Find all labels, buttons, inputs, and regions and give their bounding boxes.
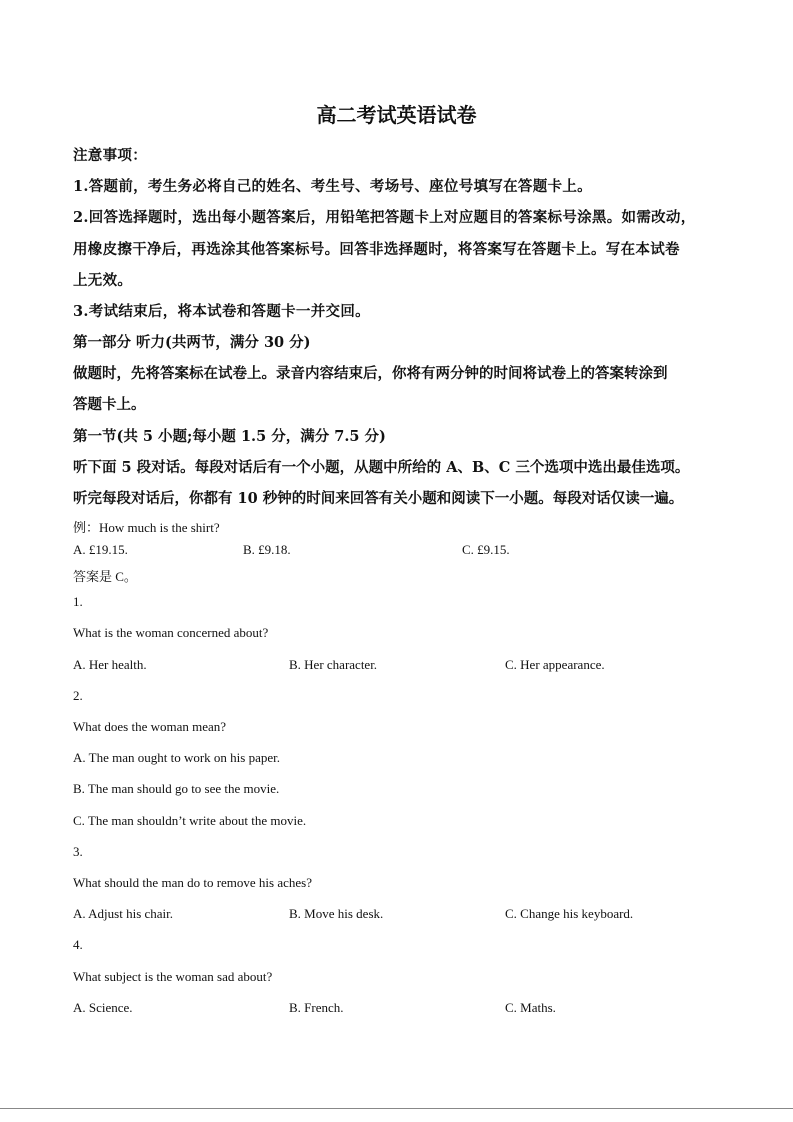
example-option-a: A. £19.15.: [73, 542, 128, 557]
question-3-option-a: A. Adjust his chair.: [73, 906, 174, 921]
section1-line-2: 听完每段对话后，你都有 10 秒钟的时间来回答有关小题和阅读下一小题。每段对话仅读一遍。: [73, 490, 684, 507]
notice-item-2-line-2: 用橡皮擦干净后，再选涂其他答案标号。回答非选择题时，将答案写在答题卡上。写在本试卷: [73, 241, 680, 258]
question-2-text: What does the woman mean?: [73, 719, 227, 734]
question-2-number: 2.: [73, 688, 83, 703]
question-4-number: 4.: [73, 937, 83, 952]
question-1-option-c: C. Her appearance.: [505, 657, 605, 672]
notice-heading: 注意事项：: [73, 147, 147, 164]
question-2-option-c: C. The man shouldn’t write about the movie.: [73, 813, 307, 828]
question-4-text: What subject is the woman sad about?: [73, 969, 273, 984]
notice-item-1: 1.答题前，考生务必将自己的姓名、考生号、考场号、座位号填写在答题卡上。: [73, 178, 592, 195]
example-option-b: B. £9.18.: [243, 542, 291, 557]
notice-item-2-line-1: 2.回答选择题时，选出每小题答案后，用铅笔把答题卡上对应题目的答案标号涂黑。如需改动，: [73, 209, 696, 226]
section1-line-1: 听下面 5 段对话。每段对话后有一个小题，从题中所给的 A、B、C 三个选项中选出最佳选项。: [73, 459, 690, 476]
section1-heading: 第一节(共 5 小题;每小题 1.5 分，满分 7.5 分): [73, 428, 386, 445]
question-1-option-b: B. Her character.: [289, 657, 378, 672]
page-title: 高二考试英语试卷: [316, 103, 477, 127]
example-question: 例：How much is the shirt?: [73, 520, 220, 535]
example-answer: 答案是 C。: [73, 569, 137, 584]
question-4-option-c: C. Maths.: [505, 1000, 556, 1015]
part1-heading: 第一部分 听力(共两节，满分 30 分): [73, 334, 311, 351]
question-4-option-a: A. Science.: [73, 1000, 133, 1015]
notice-item-3: 3.考试结束后，将本试卷和答题卡一并交回。: [73, 303, 370, 320]
question-4-option-b: B. French.: [289, 1000, 344, 1015]
question-1-number: 1.: [73, 594, 83, 609]
question-1-text: What is the woman concerned about?: [73, 625, 269, 640]
part1-intro-line-2: 答题卡上。: [73, 396, 146, 413]
question-3-option-b: B. Move his desk.: [289, 906, 384, 921]
question-3-text: What should the man do to remove his aches?: [73, 875, 312, 890]
example-option-c: C. £9.15.: [462, 542, 510, 557]
part1-intro-line-1: 做题时，先将答案标在试卷上。录音内容结束后，你将有两分钟的时间将试卷上的答案转涂到: [73, 365, 668, 382]
notice-item-2-line-3: 上无效。: [73, 272, 133, 289]
question-3-number: 3.: [73, 844, 83, 859]
page-bottom-rule: [0, 1108, 793, 1109]
question-2-option-b: B. The man should go to see the movie.: [73, 781, 280, 796]
question-2-option-a: A. The man ought to work on his paper.: [73, 750, 281, 765]
question-1-option-a: A. Her health.: [73, 657, 147, 672]
question-3-option-c: C. Change his keyboard.: [505, 906, 634, 921]
